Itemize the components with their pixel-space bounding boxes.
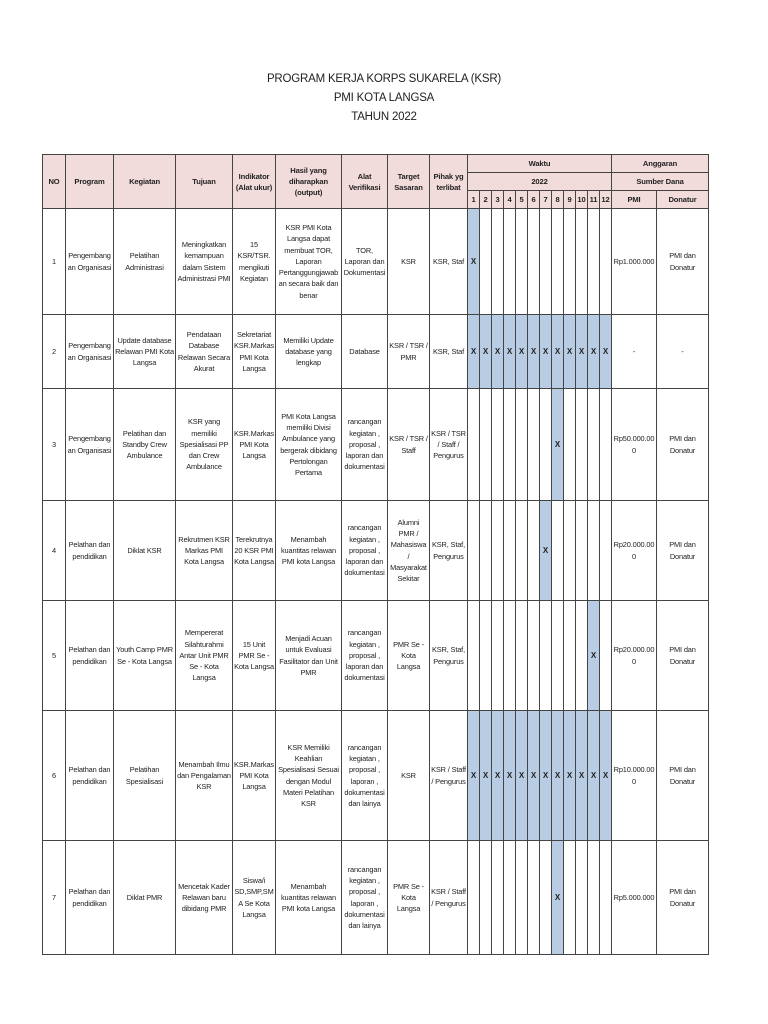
header-month: 3: [492, 191, 504, 209]
cell-indikator: KSR.Markas PMI Kota Langsa: [233, 389, 276, 501]
month-cell: X: [600, 315, 612, 389]
header-month: 1: [468, 191, 480, 209]
cell-no: 3: [43, 389, 66, 501]
month-cell: [552, 601, 564, 711]
month-cell: [492, 841, 504, 955]
title-line-3: TAHUN 2022: [351, 111, 417, 123]
month-cell: [528, 209, 540, 315]
month-cell: [576, 389, 588, 501]
month-cell: X: [588, 711, 600, 841]
cell-pihak: KSR / Staff / Pengurus: [430, 841, 468, 955]
month-cell: [492, 601, 504, 711]
cell-indikator: Siswa/i SD,SMP,SMA Se Kota Langsa: [233, 841, 276, 955]
document-title: [0, 70, 768, 127]
month-cell: [468, 501, 480, 601]
month-cell: [528, 501, 540, 601]
header-anggaran: Anggaran: [612, 155, 709, 173]
cell-hasil: KSR PMI Kota Langsa dapat membuat TOR, Laporan Pertanggungjawaban secara baik dan benar: [276, 209, 342, 315]
month-cell: [492, 389, 504, 501]
cell-program: Pelathan dan pendidikan: [66, 501, 114, 601]
cell-target: KSR: [388, 209, 430, 315]
month-cell: [480, 601, 492, 711]
month-cell: [516, 209, 528, 315]
cell-program: Pelathan dan pendidikan: [66, 601, 114, 711]
header-program: Program: [66, 155, 114, 209]
cell-alat: TOR, Laporan dan Dokumentasi: [342, 209, 388, 315]
month-cell: [480, 841, 492, 955]
cell-no: 4: [43, 501, 66, 601]
cell-program: Pelathan dan pendidikan: [66, 841, 114, 955]
cell-alat: rancangan kegiatan , proposal , laporan dan dokumentasi: [342, 501, 388, 601]
month-cell: [504, 601, 516, 711]
month-cell: [492, 501, 504, 601]
month-cell: [552, 209, 564, 315]
month-cell: [516, 501, 528, 601]
header-alat-verifikasi: Alat Verifikasi: [342, 155, 388, 209]
cell-pihak: KSR, Staf: [430, 315, 468, 389]
table-row: [43, 601, 709, 711]
cell-pmi: Rp10.000.000: [612, 711, 657, 841]
month-cell: X: [564, 711, 576, 841]
cell-kegiatan: Youth Camp PMR Se - Kota Langsa: [114, 601, 176, 711]
table-row: [43, 501, 709, 601]
month-cell: [528, 389, 540, 501]
header-pmi: PMI: [612, 191, 657, 209]
cell-alat: rancangan kegiatan , proposal , laporan , dokumentasi dan lainya: [342, 711, 388, 841]
cell-hasil: Memiliki Update database yang lengkap: [276, 315, 342, 389]
month-cell: [600, 501, 612, 601]
cell-program: Pengembangan Organisasi: [66, 315, 114, 389]
title-line-1: PROGRAM KERJA KORPS SUKARELA (KSR): [266, 73, 502, 85]
header-month: 2: [480, 191, 492, 209]
header-month: 7: [540, 191, 552, 209]
cell-hasil: Menjadi Acuan untuk Evaluasi Fasilitator dan Unit PMR: [276, 601, 342, 711]
cell-target: KSR / TSR / PMR: [388, 315, 430, 389]
month-cell: X: [492, 711, 504, 841]
month-cell: X: [600, 711, 612, 841]
month-cell: [552, 501, 564, 601]
cell-pmi: Rp50.000.000: [612, 389, 657, 501]
month-cell: X: [468, 315, 480, 389]
cell-kegiatan: Diklat KSR: [114, 501, 176, 601]
month-cell: [564, 209, 576, 315]
month-cell: X: [576, 315, 588, 389]
header-pihak: Pihak yg terlibat: [430, 155, 468, 209]
header-month: 6: [528, 191, 540, 209]
cell-kegiatan: Update database Relawan PMI Kota Langsa: [114, 315, 176, 389]
cell-donatur: PMI dan Donatur: [657, 389, 709, 501]
month-cell: X: [564, 315, 576, 389]
month-cell: X: [468, 711, 480, 841]
month-cell: [528, 601, 540, 711]
month-cell: X: [540, 315, 552, 389]
header-month: 8: [552, 191, 564, 209]
month-cell: [588, 209, 600, 315]
table-row: [43, 389, 709, 501]
cell-tujuan: KSR yang memiliki Spesialisasi PP dan Crew Ambulance: [176, 389, 233, 501]
month-cell: [576, 601, 588, 711]
cell-target: KSR: [388, 711, 430, 841]
table-row: [43, 209, 709, 315]
header-indikator: Indikator (Alat ukur): [233, 155, 276, 209]
cell-tujuan: Mempererat Silahturahmi Antar Unit PMR Se - Kota Langsa: [176, 601, 233, 711]
cell-donatur: PMI dan Donatur: [657, 841, 709, 955]
month-cell: [504, 209, 516, 315]
cell-donatur: -: [657, 315, 709, 389]
month-cell: [468, 601, 480, 711]
month-cell: [516, 601, 528, 711]
month-cell: X: [552, 841, 564, 955]
month-cell: [564, 601, 576, 711]
month-cell: [576, 841, 588, 955]
cell-tujuan: Menambah Ilmu dan Pengalaman KSR: [176, 711, 233, 841]
title-line-2: PMI KOTA LANGSA: [333, 92, 435, 104]
month-cell: X: [480, 315, 492, 389]
month-cell: X: [588, 601, 600, 711]
cell-target: PMR Se - Kota Langsa: [388, 601, 430, 711]
table-body: [43, 209, 709, 955]
header-donatur: Donatur: [657, 191, 709, 209]
cell-hasil: KSR Memiliki Keahlian Spesialisasi Sesuai dengan Modul Materi Pelatihan KSR: [276, 711, 342, 841]
month-cell: [564, 841, 576, 955]
cell-kegiatan: Diklat PMR: [114, 841, 176, 955]
cell-no: 1: [43, 209, 66, 315]
cell-indikator: Terekrutnya 20 KSR PMI Kota Langsa: [233, 501, 276, 601]
header-month: 5: [516, 191, 528, 209]
header-tujuan: Tujuan: [176, 155, 233, 209]
month-cell: X: [480, 711, 492, 841]
cell-tujuan: Mencetak Kader Relawan baru dibidang PMR: [176, 841, 233, 955]
header-sumber-dana: Sumber Dana: [612, 173, 709, 191]
cell-no: 6: [43, 711, 66, 841]
month-cell: X: [504, 711, 516, 841]
cell-tujuan: Meningkatkan kemampuan dalam Sistem Administrasi PMI: [176, 209, 233, 315]
cell-program: Pelathan dan pendidikan: [66, 711, 114, 841]
month-cell: [492, 209, 504, 315]
cell-pihak: KSR, Staf: [430, 209, 468, 315]
cell-kegiatan: Pelatihan dan Standby Crew Ambulance: [114, 389, 176, 501]
cell-target: KSR / TSR / Staff: [388, 389, 430, 501]
cell-target: Alumni PMR / Mahasiswa / Masyarakat Sekitar: [388, 501, 430, 601]
cell-pmi: -: [612, 315, 657, 389]
month-cell: [516, 841, 528, 955]
header-month: 10: [576, 191, 588, 209]
cell-pihak: KSR, Staf, Pengurus: [430, 601, 468, 711]
cell-indikator: 15 Unit PMR Se - Kota Langsa: [233, 601, 276, 711]
header-kegiatan: Kegiatan: [114, 155, 176, 209]
cell-tujuan: Rekrutmen KSR Markas PMI Kota Langsa: [176, 501, 233, 601]
month-cell: [468, 389, 480, 501]
header-month: 12: [600, 191, 612, 209]
cell-kegiatan: Pelatihan Spesialisasi: [114, 711, 176, 841]
cell-pmi: Rp1.000.000: [612, 209, 657, 315]
cell-target: PMR Se - Kota Langsa: [388, 841, 430, 955]
month-cell: [468, 841, 480, 955]
header-month: 4: [504, 191, 516, 209]
cell-pihak: KSR / Staff / Pengurus: [430, 711, 468, 841]
cell-hasil: PMI Kota Langsa memiliki Divisi Ambulance yang bergerak dibidang Pertolongan Pertama: [276, 389, 342, 501]
header-month: 11: [588, 191, 600, 209]
month-cell: [600, 601, 612, 711]
month-cell: X: [540, 711, 552, 841]
header-target-sasaran: Target Sasaran: [388, 155, 430, 209]
month-cell: [600, 389, 612, 501]
month-cell: X: [504, 315, 516, 389]
month-cell: [480, 389, 492, 501]
month-cell: [576, 501, 588, 601]
month-cell: X: [492, 315, 504, 389]
month-cell: [504, 841, 516, 955]
cell-hasil: Menambah kuantitas relawan PMI kota Langsa: [276, 841, 342, 955]
month-cell: [480, 501, 492, 601]
header-no: NO: [43, 155, 66, 209]
cell-pmi: Rp5.000.000: [612, 841, 657, 955]
month-cell: [588, 389, 600, 501]
cell-pmi: Rp20.000.000: [612, 601, 657, 711]
month-cell: [540, 389, 552, 501]
month-cell: [588, 841, 600, 955]
cell-no: 5: [43, 601, 66, 711]
header-waktu: Waktu: [468, 155, 612, 173]
month-cell: [504, 389, 516, 501]
month-cell: X: [552, 389, 564, 501]
month-cell: [600, 209, 612, 315]
cell-program: Pengembangan Organisasi: [66, 389, 114, 501]
month-cell: X: [552, 315, 564, 389]
month-cell: X: [528, 315, 540, 389]
month-cell: [516, 389, 528, 501]
cell-hasil: Menambah kuantitas relawan PMI kota Langsa: [276, 501, 342, 601]
month-cell: [564, 389, 576, 501]
work-program-table: [42, 154, 709, 955]
cell-alat: rancangan kegiatan , proposal , laporan dan dokumentasi: [342, 601, 388, 711]
month-cell: X: [528, 711, 540, 841]
cell-donatur: PMI dan Donatur: [657, 209, 709, 315]
cell-indikator: 15 KSR/TSR. mengikuti Kegiatan: [233, 209, 276, 315]
month-cell: [528, 841, 540, 955]
month-cell: X: [516, 315, 528, 389]
cell-indikator: Sekretariat KSR.Markas PMI Kota Langsa: [233, 315, 276, 389]
table-row: [43, 711, 709, 841]
month-cell: [588, 501, 600, 601]
cell-pihak: KSR / TSR / Staff / Pengurus: [430, 389, 468, 501]
cell-donatur: PMI dan Donatur: [657, 601, 709, 711]
cell-tujuan: Pendataan Database Relawan Secara Akurat: [176, 315, 233, 389]
month-cell: [540, 841, 552, 955]
month-cell: [564, 501, 576, 601]
header-month: 9: [564, 191, 576, 209]
cell-no: 2: [43, 315, 66, 389]
table-row: [43, 841, 709, 955]
cell-alat: Database: [342, 315, 388, 389]
cell-program: Pengembangan Organisasi: [66, 209, 114, 315]
month-cell: [540, 601, 552, 711]
cell-indikator: KSR.Markas PMI Kota Langsa: [233, 711, 276, 841]
cell-donatur: PMI dan Donatur: [657, 711, 709, 841]
cell-alat: rancangan kegiatan , proposal , laporan dan dokumentasi: [342, 389, 388, 501]
month-cell: [540, 209, 552, 315]
month-cell: [480, 209, 492, 315]
month-cell: [504, 501, 516, 601]
month-cell: X: [588, 315, 600, 389]
month-cell: X: [468, 209, 480, 315]
month-cell: [600, 841, 612, 955]
month-cell: X: [576, 711, 588, 841]
month-cell: X: [552, 711, 564, 841]
month-cell: [576, 209, 588, 315]
month-cell: X: [540, 501, 552, 601]
cell-pmi: Rp20.000.000: [612, 501, 657, 601]
month-cell: X: [516, 711, 528, 841]
cell-pihak: KSR, Staf, Pengurus: [430, 501, 468, 601]
cell-alat: rancangan kegiatan , proposal , laporan , dokumentasi dan lainya: [342, 841, 388, 955]
cell-donatur: PMI dan Donatur: [657, 501, 709, 601]
table-row: [43, 315, 709, 389]
header-hasil: Hasil yang diharapkan (output): [276, 155, 342, 209]
cell-no: 7: [43, 841, 66, 955]
header-year: 2022: [468, 173, 612, 191]
cell-kegiatan: Pelatihan Administrasi: [114, 209, 176, 315]
